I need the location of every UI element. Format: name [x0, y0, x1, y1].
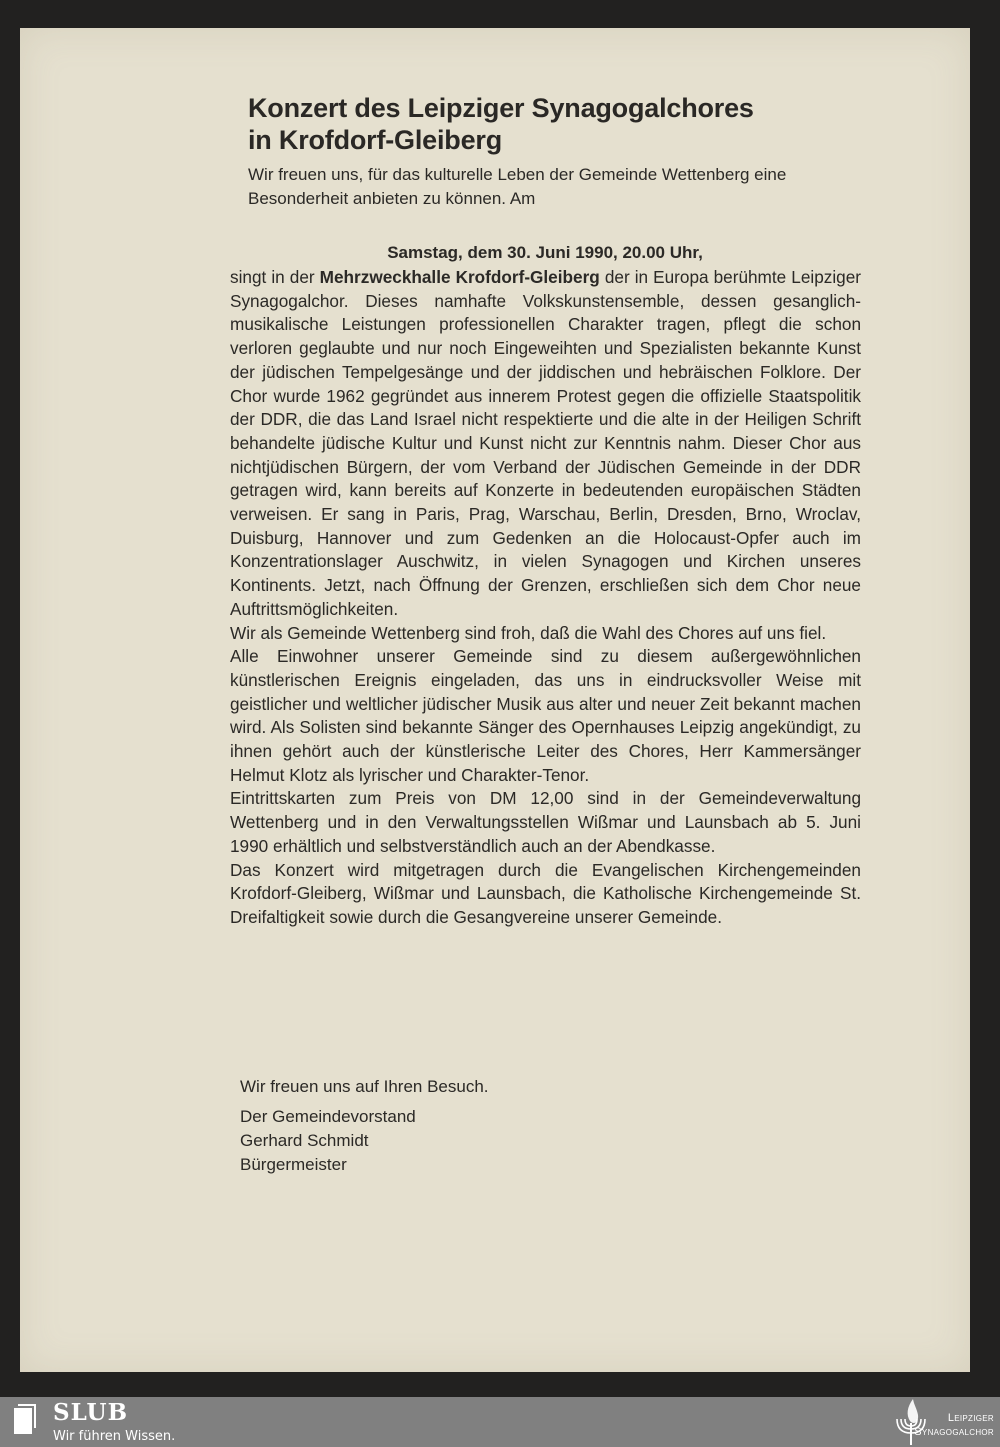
- event-date-line: Samstag, dem 30. Juni 1990, 20.00 Uhr,: [387, 243, 703, 262]
- paragraph-tickets: Eintrittskarten zum Preis von DM 12,00 sind in der Gemeindeverwaltung Wettenberg und in den Verwaltungsstellen Wißmar und Launsbach ab 5. Juni 1990 erhältlich und selbstverständlich auch an der Abendkasse.: [230, 788, 861, 856]
- body-text: [230, 266, 861, 930]
- choir-name-line-1: Leipziger: [947, 1412, 994, 1424]
- choir-name-line-2: Synagogalchor: [914, 1426, 994, 1438]
- signature-line-1: Der Gemeindevorstand: [240, 1107, 416, 1126]
- p1-text-rest: der in Europa berühmte Leipziger Synagogalchor. Dieses namhafte Volkskunstensemble, dessen gesanglich-musikalische Leistungen professionellen Charakter tragen, pflegt die schon verloren geglaubte und nur noch Eingeweihten und Spezialisten bekannte Kunst der jüdischen Tempelgesänge und der jiddischen und hebräischen Folklore. Der Chor wurde 1962 gegründet aus innerem Protest gegen die offizielle Staatspolitik der DDR, die das Land Israel nicht respektierte und die alte in der Heiligen Schrift behandelte jüdische Kultur und Kunst nicht zur Kenntnis nahm. Dieser Chor aus nichtjüdischen Bürgern, der vom Verband der Jüdischen Gemeinde in der DDR getragen wird, kann bereits auf Konzerte in bedeutenden europäischen Städten verweisen. Er sang in Paris, Prag, Warschau, Berlin, Dresden, Brno, Wroclav, Duisburg, Hannover und zum Gedenken an die Holocaust-Opfer auch im Konzentrationslager Auschwitz, in vielen Synagogen und Kirchen unseres Kontinents. Jetzt, nach Öffnung der Grenzen, erschließen sich dem Chor neue Auftrittsmöglichkeiten.: [230, 267, 862, 619]
- p1-text-start: singt in der: [230, 267, 320, 287]
- title-line-1: Konzert des Leipziger Synagogalchores: [248, 93, 754, 123]
- slub-logo-text[interactable]: SLUB: [53, 1399, 129, 1426]
- paragraph-invitation: Alle Einwohner unserer Gemeinde sind zu diesem außergewöhnlichen künstlerischen Ereignis eingeladen, das uns in eindrucksvoller Weise mit geistlicher und weltlicher jüdischer Musik aus alter und neuer Zeit bekannt machen wird. Als Solisten sind bekannte Sänger des Opernhauses Leipzig angekündigt, zu ihnen gehört auch der künstlerische Leiter des Chores, Herr Kammersänger Helmut Klotz als lyrischer und Charakter-Tenor.: [230, 646, 861, 785]
- venue-name: Mehrzweckhalle Krofdorf-Gleiberg: [319, 267, 600, 287]
- intro-paragraph: Wir freuen uns, für das kulturelle Leben der Gemeinde Wettenberg eine Besonderheit anbieten zu können. Am: [248, 165, 787, 208]
- paragraph-community: Wir als Gemeinde Wettenberg sind froh, daß die Wahl des Chores auf uns fiel.: [230, 622, 827, 643]
- choir-logo-text: [914, 1411, 994, 1439]
- closing-block: [240, 1075, 740, 1177]
- footer-bar: [0, 1397, 1000, 1447]
- paragraph-choir-description: [230, 266, 861, 622]
- title-line-2: in Krofdorf-Gleiberg: [248, 125, 502, 155]
- closing-greeting: Wir freuen uns auf Ihren Besuch.: [240, 1077, 489, 1096]
- signature-line-2: Gerhard Schmidt: [240, 1131, 369, 1150]
- slub-book-icon[interactable]: [14, 1404, 40, 1434]
- slub-tagline: Wir führen Wissen.: [53, 1429, 176, 1444]
- document-title: [248, 92, 868, 156]
- paragraph-sponsors: Das Konzert wird mitgetragen durch die Evangelischen Kirchengemeinden Krofdorf-Gleiberg, Wißmar und Launsbach, die Katholische Kirchengemeinde St. Dreifaltigkeit sowie durch die Gesangvereine unserer Gemeinde.: [230, 859, 861, 927]
- signature-line-3: Bürgermeister: [240, 1155, 347, 1174]
